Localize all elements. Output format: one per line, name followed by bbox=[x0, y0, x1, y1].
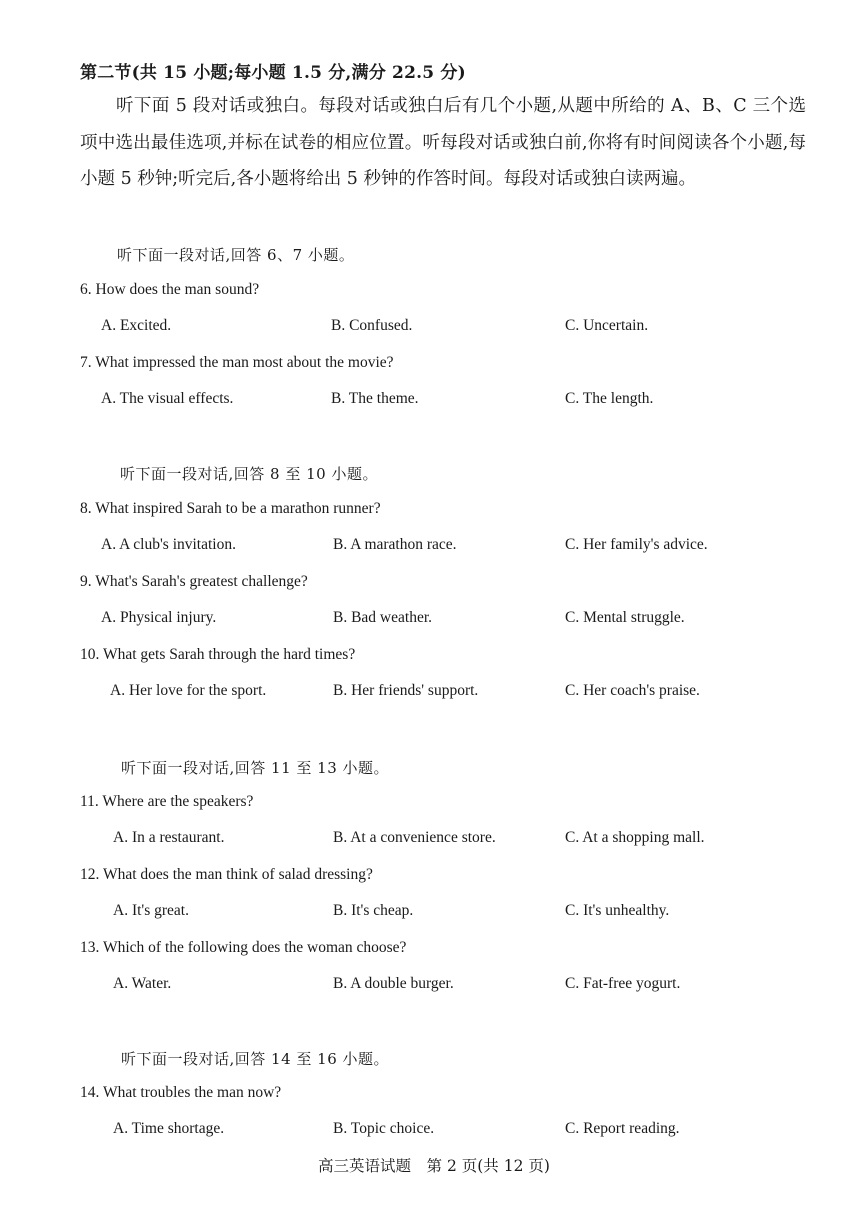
option-b: B. A double burger. bbox=[333, 975, 454, 992]
option-c: C. Fat-free yogurt. bbox=[565, 975, 681, 992]
option-c: C. Her family's advice. bbox=[565, 536, 708, 553]
option-b: B. Topic choice. bbox=[333, 1120, 435, 1137]
question-stem: 14. What troubles the man now? bbox=[80, 1084, 282, 1101]
question-stem: 13. Which of the following does the woman choose? bbox=[80, 939, 407, 956]
question-stem: 11. Where are the speakers? bbox=[80, 793, 254, 810]
option-a: A. A club's invitation. bbox=[101, 536, 236, 553]
option-c: C. Her coach's praise. bbox=[565, 682, 700, 699]
section-heading: 第二节(共 15 小题;每小题 1.5 分,满分 22.5 分) bbox=[80, 63, 466, 83]
section-instructions: 听下面 5 段对话或独白。每段对话或独白后有几个小题,从题中所给的 A、B、C 三个选项中选出最佳选项,并标在试卷的相应位置。听每段对话或独白前,你将有时间阅读各个小题,每小题 5 秒钟;听完后,各小题将给出 5 秒钟的作答时间。每段对话或独白读两遍。 bbox=[80, 96, 806, 189]
option-b: B. Confused. bbox=[331, 317, 413, 334]
group-intro: 听下面一段对话,回答 6、7 小题。 bbox=[117, 246, 355, 264]
question-stem: 9. What's Sarah's greatest challenge? bbox=[80, 573, 308, 590]
option-b: B. Her friends' support. bbox=[333, 682, 479, 699]
option-c: C. Uncertain. bbox=[565, 317, 649, 334]
option-b: B. It's cheap. bbox=[333, 902, 414, 919]
question-stem: 12. What does the man think of salad dressing? bbox=[80, 866, 373, 883]
option-a: A. Time shortage. bbox=[113, 1120, 225, 1137]
option-a: A. It's great. bbox=[113, 902, 189, 919]
question-stem: 7. What impressed the man most about the movie? bbox=[80, 354, 394, 371]
option-a: A. Physical injury. bbox=[101, 609, 217, 626]
group-intro: 听下面一段对话,回答 11 至 13 小题。 bbox=[121, 759, 390, 777]
option-c: C. Mental struggle. bbox=[565, 609, 685, 626]
option-b: B. Bad weather. bbox=[333, 609, 433, 626]
question-stem: 6. How does the man sound? bbox=[80, 281, 260, 298]
option-b: B. A marathon race. bbox=[333, 536, 457, 553]
option-c: C. Report reading. bbox=[565, 1120, 680, 1137]
page-footer: 高三英语试题 第 2 页(共 12 页) bbox=[318, 1157, 550, 1175]
option-b: B. At a convenience store. bbox=[333, 829, 496, 846]
option-b: B. The theme. bbox=[331, 390, 419, 407]
question-stem: 8. What inspired Sarah to be a marathon runner? bbox=[80, 500, 381, 517]
question-stem: 10. What gets Sarah through the hard times? bbox=[80, 646, 356, 663]
option-a: A. Her love for the sport. bbox=[110, 682, 267, 699]
option-a: A. Excited. bbox=[101, 317, 172, 334]
option-a: A. Water. bbox=[113, 975, 172, 992]
option-c: C. The length. bbox=[565, 390, 654, 407]
option-a: A. The visual effects. bbox=[101, 390, 234, 407]
group-intro: 听下面一段对话,回答 14 至 16 小题。 bbox=[121, 1050, 390, 1068]
option-c: C. At a shopping mall. bbox=[565, 829, 705, 846]
option-a: A. In a restaurant. bbox=[113, 829, 225, 846]
group-intro: 听下面一段对话,回答 8 至 10 小题。 bbox=[120, 465, 378, 483]
option-c: C. It's unhealthy. bbox=[565, 902, 670, 919]
